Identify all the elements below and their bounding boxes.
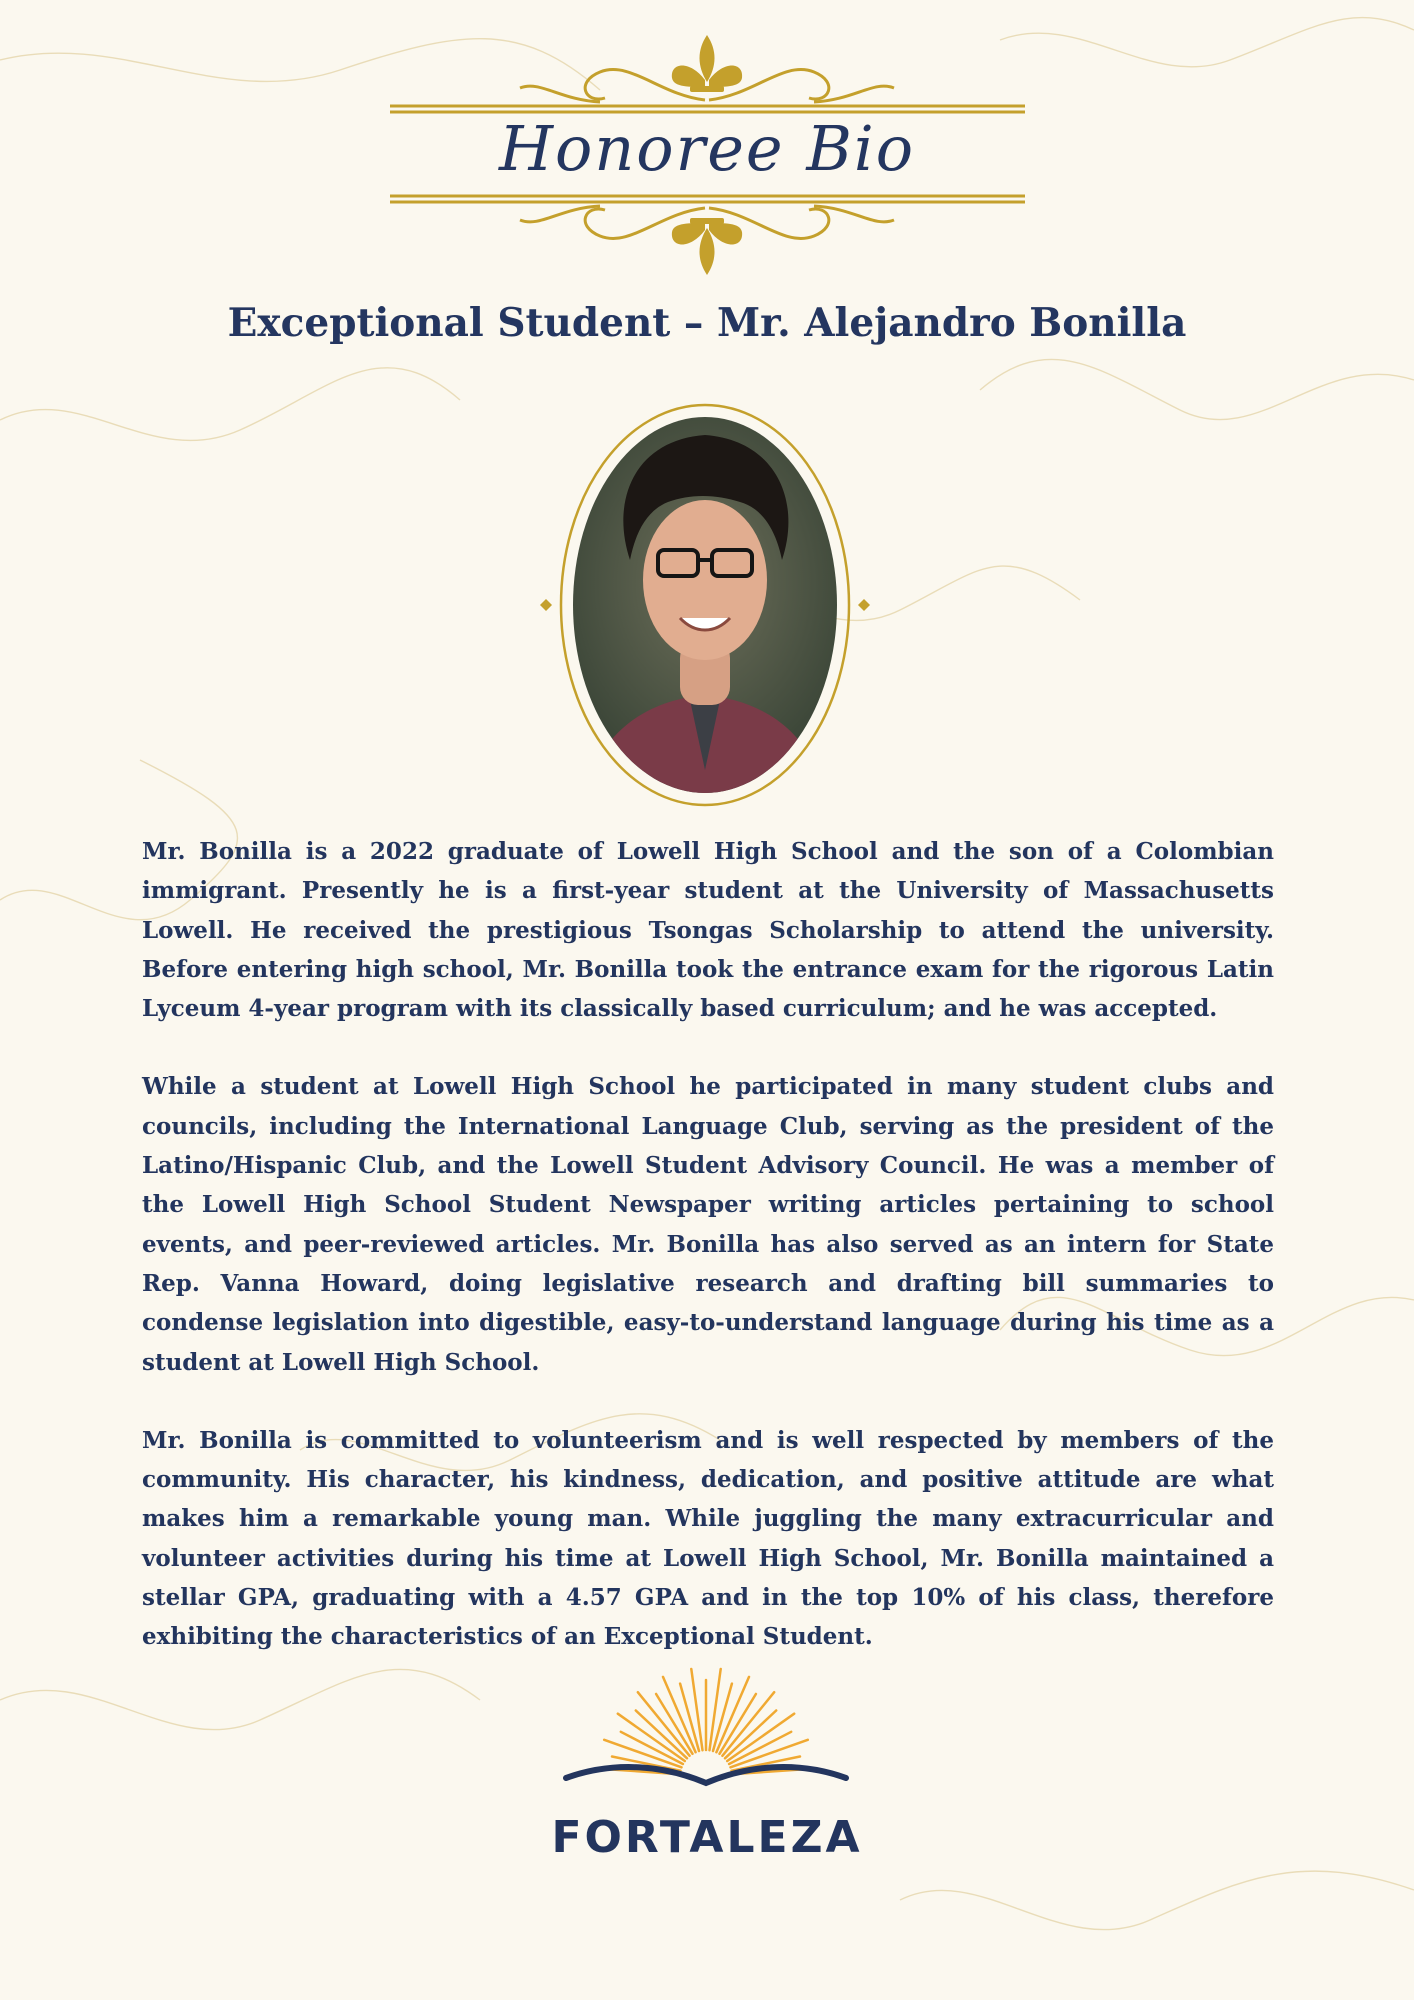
bio-text xyxy=(142,832,1274,1696)
page-title: Exceptional Student – Mr. Alejandro Bonilla xyxy=(227,300,1187,346)
bio-paragraph-3: Mr. Bonilla is committed to volunteerism and is well respected by members of the community. His character, his kindness, dedication, and positive attitude are what makes him a remarkable young man. While juggling the many extracurricular and volunteer activities during his time at Lowell High School, Mr. Bonilla maintained a stellar GPA, graduating with a 4.57 GPA and in the top 10% of his class, therefore exhibiting the characteristics of an Exceptional Student. xyxy=(142,1426,1274,1651)
sun-ray xyxy=(710,1669,721,1750)
bio-paragraph-1: Mr. Bonilla is a 2022 graduate of Lowell High School and the son of a Colombian immigrant. Presently he is a first-year student at the University of Massachusetts Lowell. He received the prestigious Tsongas Scholarship to attend the university. Before entering high school, Mr. Bonilla took the entrance exam for the rigorous Latin Lyceum 4-year program with its classically based curriculum; and he was accepted. xyxy=(142,838,1274,1023)
portrait-photo xyxy=(540,390,870,820)
honoree-bio-title: Honoree Bio xyxy=(498,112,916,185)
bio-paragraph-2: While a student at Lowell High School he participated in many student clubs and councils, including the International Language Club, serving as the president of the Latino/Hispanic Club, and the Lowell Student Advisory Council. He was a member of the Lowell High School Student Newspaper writing articles pertaining to school events, and peer-reviewed articles. Mr. Bonilla has also served as an intern for State Rep. Vanna Howard, doing legislative research and drafting bill summaries to condense legislation into digestible, easy-to-understand language during his time as a student at Lowell High School. xyxy=(142,1073,1274,1376)
fortaleza-logo-text: FORTALEZA xyxy=(551,1812,863,1863)
sun-ray xyxy=(691,1669,702,1750)
